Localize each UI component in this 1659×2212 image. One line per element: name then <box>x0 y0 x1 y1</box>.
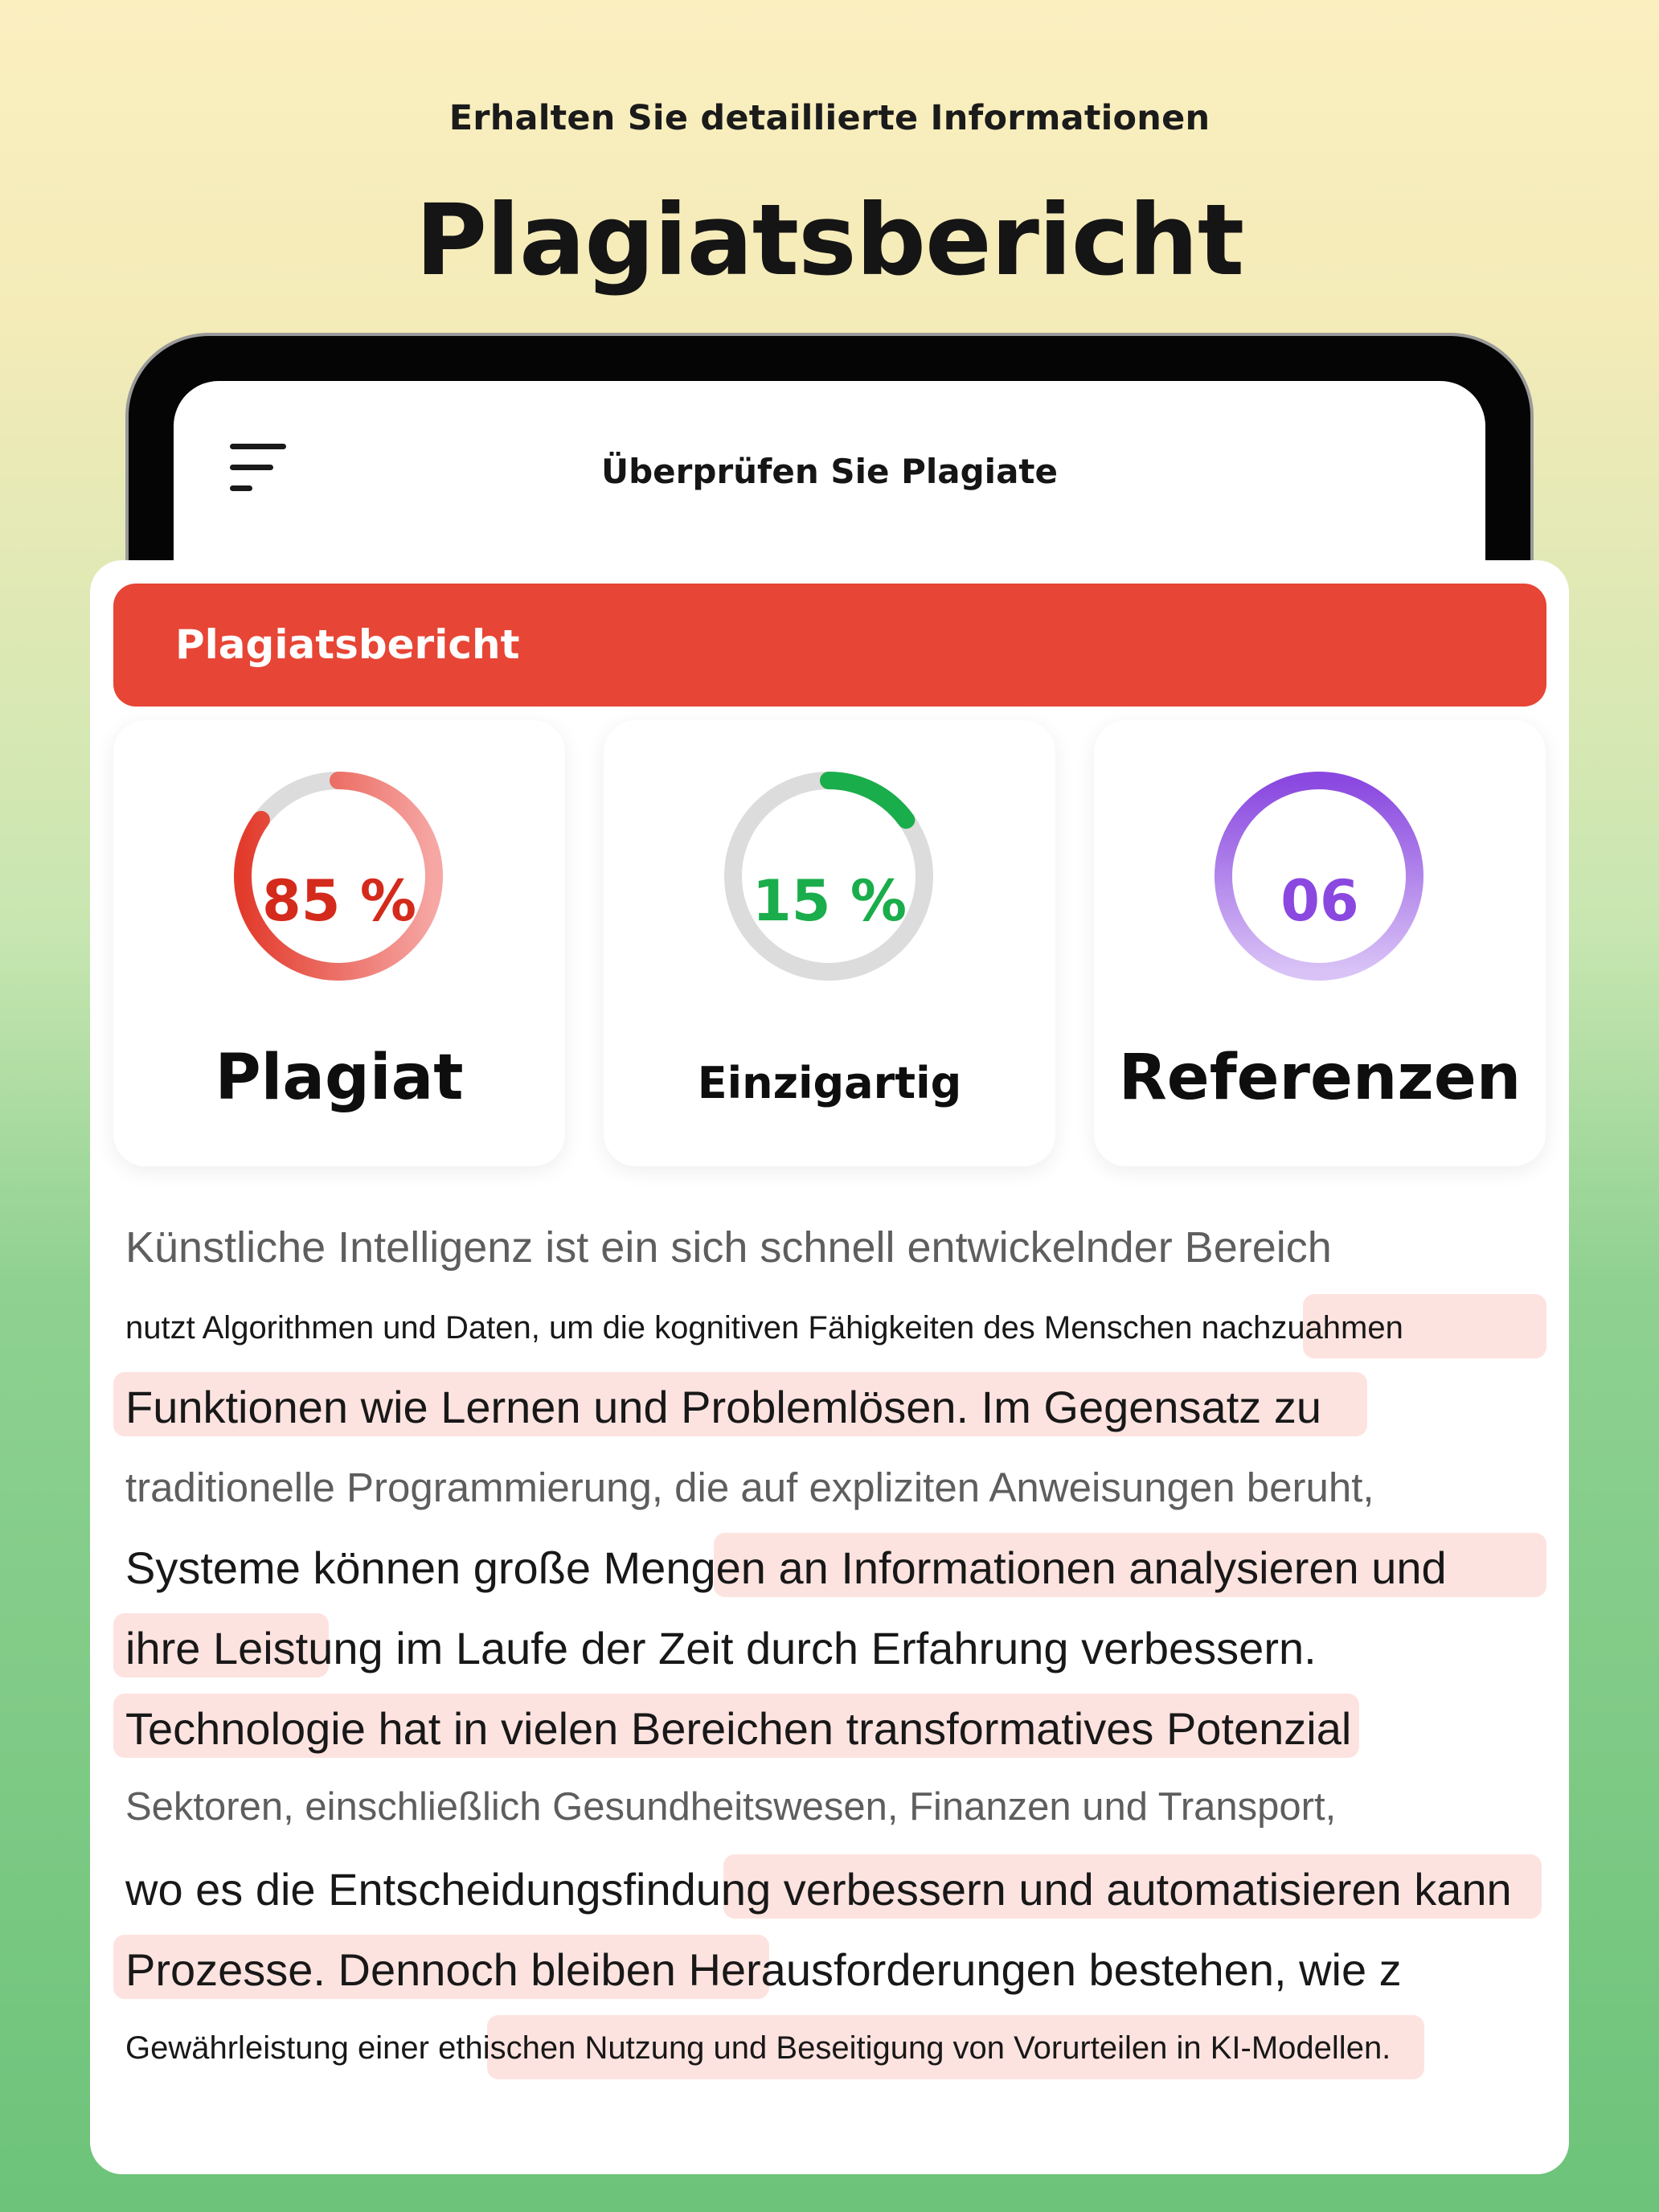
app-title: Überprüfen Sie Plagiate <box>601 452 1058 491</box>
report-banner <box>113 584 1546 707</box>
text-line: Künstliche Intelligenz ist ein sich schnell entwickelnder Bereich <box>125 1223 1332 1272</box>
text-line: Gewährleistung einer ethischen Nutzung und Beseitigung von Vorurteilen in KI-Modellen. <box>125 2030 1391 2066</box>
plagiarism-label: Plagiat <box>215 1042 464 1114</box>
stat-card-plagiarism[interactable] <box>113 720 565 1166</box>
page-subtitle: Erhalten Sie detaillierte Informationen <box>449 98 1210 138</box>
unique-value: 15 % <box>752 868 907 934</box>
text-line: Sektoren, einschließlich Gesundheitswesen, Finanzen und Transport, <box>125 1785 1337 1829</box>
references-value: 06 <box>1280 868 1359 934</box>
plagiarism-value: 85 % <box>262 868 416 934</box>
unique-label: Einzigartig <box>697 1058 962 1108</box>
text-line: Technologie hat in vielen Bereichen transformatives Potenzial <box>125 1703 1352 1754</box>
stat-card-unique[interactable] <box>604 720 1055 1166</box>
text-line: nutzt Algorithmen und Daten, um die kognitiven Fähigkeiten des Menschen nachzuahmen <box>125 1310 1403 1346</box>
stat-card-references[interactable] <box>1094 720 1546 1166</box>
report-card <box>90 560 1569 2174</box>
text-line: Prozesse. Dennoch bleiben Herausforderungen bestehen, wie z <box>125 1944 1402 1995</box>
text-line: Systeme können große Mengen an Informationen analysieren und <box>125 1542 1447 1593</box>
references-label: Referenzen <box>1118 1042 1522 1114</box>
text-line: ihre Leistung im Laufe der Zeit durch Erfahrung verbessern. <box>125 1623 1317 1673</box>
report-banner-label: Plagiatsbericht <box>175 621 520 668</box>
text-line: wo es die Entscheidungsfindung verbessern und automatisieren kann <box>125 1864 1512 1915</box>
page-title: Plagiatsbericht <box>415 183 1244 297</box>
text-line: traditionelle Programmierung, die auf expliziten Anweisungen beruht, <box>125 1464 1374 1510</box>
text-line: Funktionen wie Lernen und Problemlösen. Im Gegensatz zu <box>125 1382 1321 1432</box>
